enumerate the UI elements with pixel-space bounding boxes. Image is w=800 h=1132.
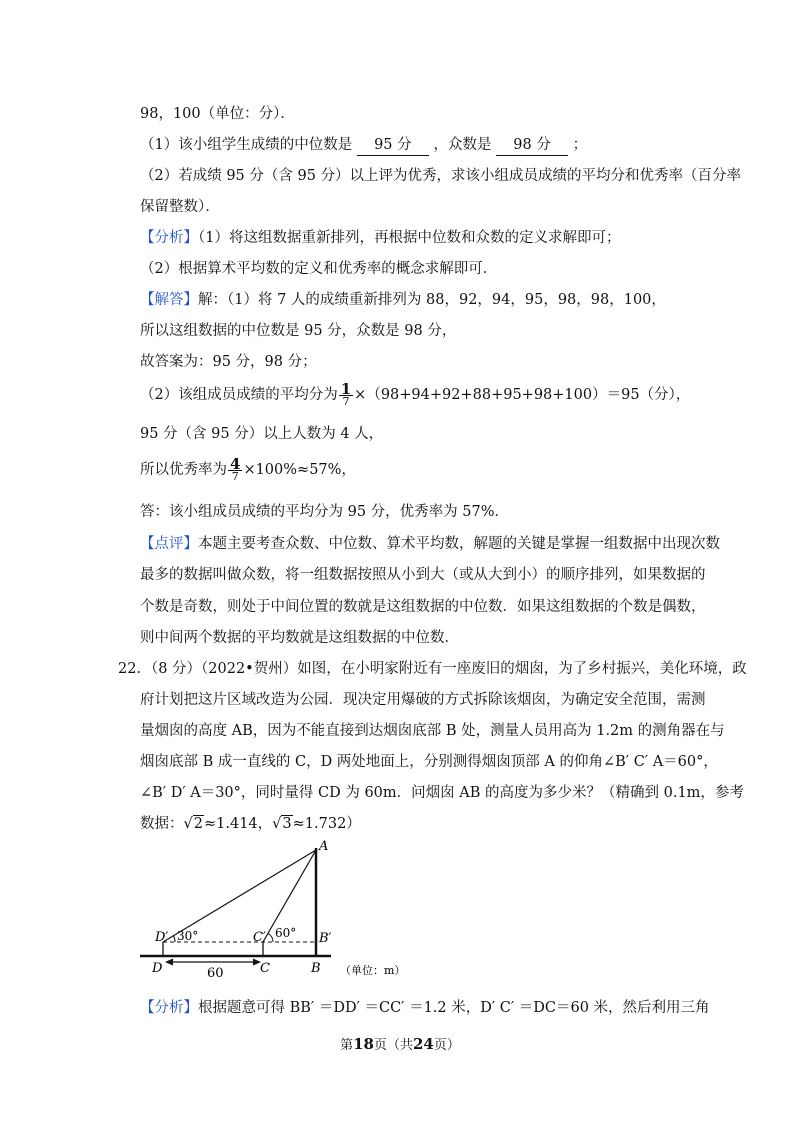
radicand: 2 (193, 816, 203, 832)
text: （1）将这组数据重新排列，再根据中位数和众数的定义求解即可； (198, 230, 621, 246)
text-line: 府计划把这片区域改造为公园．现决定用爆破的方式拆除该烟囱，为确定安全范围，需测 (140, 692, 706, 708)
problem-22-header: 22．（8 分）（2022•贺州）如图，在小明家附近有一座废旧的烟囱，为了乡村振兴，美化环境，政 (118, 661, 747, 677)
text-line: 所以这组数据的中位数是 95 分，众数是 98 分， (140, 323, 457, 339)
text-line: 则中间两个数据的平均数就是这组数据的中位数． (140, 630, 459, 646)
label-b-prime: B′ (319, 931, 332, 946)
text: 根据题意可得 BB′ ＝DD′ ＝CC′ ＝1.2 米，D′ C′ ＝DC＝60 米，然后利用三角 (198, 1000, 710, 1016)
average-formula-line (140, 380, 690, 410)
text-line: 故答案为：95 分，98 分； (140, 354, 317, 370)
analysis-tag: 【分析】 (140, 230, 198, 246)
footer-text: 页） (433, 1038, 460, 1053)
angle-arc-60 (268, 933, 273, 942)
text: 解：（1）将 7 人的成绩重新排列为 88，92，94，95，98，98，100， (198, 292, 666, 308)
angle-arc-30 (174, 936, 176, 942)
page-total: 24 (413, 1035, 434, 1053)
text-line: 95 分（含 95 分）以上人数为 4 人， (140, 426, 384, 442)
text: ≈1.414， (203, 816, 273, 832)
text-line: 个数是奇数，则处于中间位置的数就是这组数据的中位数．如果这组数据的个数是偶数， (140, 599, 706, 615)
unit-label: （单位：m） (340, 964, 406, 977)
label-b: B (311, 961, 321, 976)
text: ≈1.732） (292, 816, 361, 832)
text-line: 答：该小组成员成绩的平均分为 95 分，优秀率为 57%． (140, 504, 510, 520)
sqrt-symbol: √2 (183, 816, 203, 832)
arrow-head-left (165, 959, 173, 966)
question-1-line (140, 135, 587, 156)
text: （1）该小组学生成绩的中位数是 (140, 137, 353, 153)
text: ； (572, 137, 588, 153)
distance-label: 60 (207, 966, 224, 981)
text: 本题主要考查众数、中位数、算术平均数，解题的关键是掌握一组数据中出现次数 (198, 536, 720, 552)
sqrt-symbol: √3 (272, 816, 292, 832)
fraction-numerator: 1 (340, 379, 352, 398)
analysis-line (140, 228, 620, 248)
text-line: 最多的数据叫做众数，将一组数据按照从小到大（或从大到小）的顺序排列，如果数据的 (140, 567, 706, 583)
fraction-denominator: 7 (342, 394, 350, 408)
text: ×100%≈57%， (243, 462, 356, 478)
label-d: D (152, 961, 163, 976)
text: ×（98+94+92+88+95+98+100）＝95（分）， (354, 387, 691, 403)
solution-tag: 【解答】 (140, 292, 198, 308)
text-line: 烟囱底部 B 成一直线的 C，D 两处地面上，分别测得烟囱顶部 A 的仰角∠B′ C′ A＝60°， (140, 754, 718, 770)
answer-blank-mode: 98 分 (496, 135, 568, 156)
fraction (339, 379, 353, 408)
text-line: ∠B′ D′ A＝30°，同时量得 CD 为 60m．问烟囱 AB 的高度为多少米？（精确到 0.1m，参考 (140, 785, 744, 801)
text-line: 保留整数）． (140, 199, 220, 215)
comment-tag: 【点评】 (140, 536, 198, 552)
answer-blank-median: 95 分 (357, 135, 429, 156)
angle-label-60: 60° (275, 926, 297, 940)
text: 所以优秀率为 (140, 462, 227, 478)
analysis-tag: 【分析】 (140, 1000, 198, 1016)
question-2-line: （2）若成绩 95 分（含 95 分）以上评为优秀，求该小组成员成绩的平均分和优秀率（百分率 (140, 168, 742, 184)
page-number: 18 (353, 1035, 374, 1053)
label-c-prime: C′ (253, 930, 266, 945)
fraction (228, 454, 242, 483)
text: 数据： (140, 816, 184, 832)
text-line: 98，100（单位：分）． (140, 106, 295, 122)
label-a: A (319, 839, 329, 854)
reference-data-line (140, 814, 361, 834)
footer-text: 页（共 (373, 1038, 413, 1053)
comment-line (140, 534, 720, 554)
chimney-diagram (135, 838, 435, 988)
angle-label-30: 30° (177, 929, 199, 943)
radicand: 3 (282, 816, 292, 832)
solution-line (140, 290, 666, 310)
label-d-prime: D′ (155, 930, 169, 945)
text: （2）该组成员成绩的平均分为 (140, 387, 338, 403)
page-footer (0, 1034, 800, 1053)
label-c: C (260, 961, 270, 976)
fraction-denominator: 7 (231, 469, 239, 483)
text: ，众数是 (433, 137, 492, 153)
text-line: （2）根据算术平均数的定义和优秀率的概念求解即可． (140, 261, 498, 277)
rate-formula-line (140, 455, 356, 485)
fraction-numerator: 4 (230, 454, 241, 473)
footer-text: 第 (340, 1038, 354, 1053)
analysis-line (140, 998, 710, 1018)
text-line: 量烟囱的高度 AB，因为不能直接到达烟囱底部 B 处，测量人员用高为 1.2m 的测角器在与 (140, 723, 725, 739)
